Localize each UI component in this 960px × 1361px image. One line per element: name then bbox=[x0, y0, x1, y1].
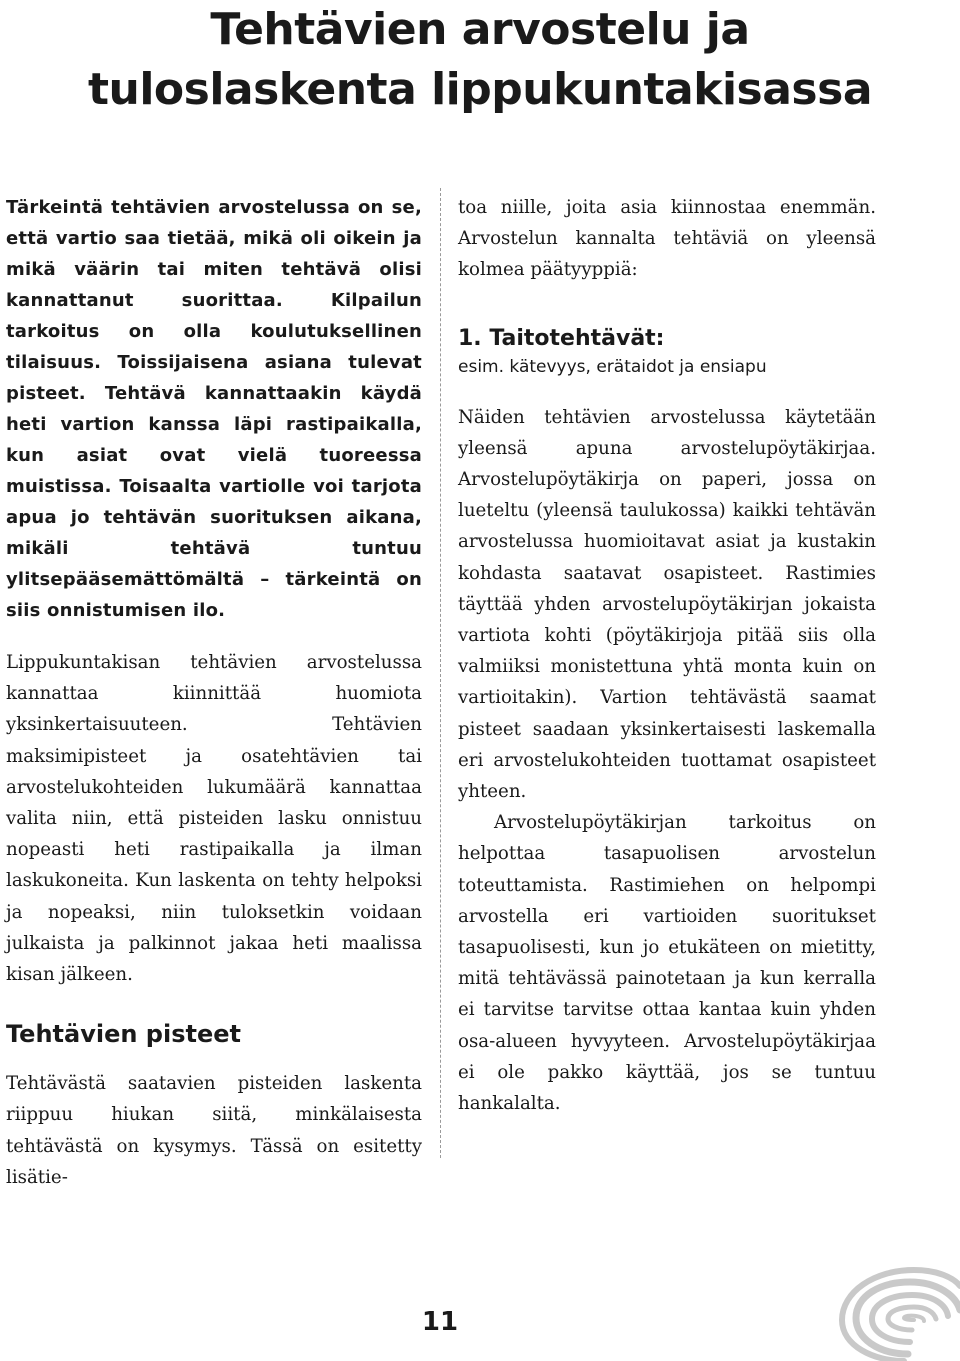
body-paragraph-5: Arvostelupöytäkirjan tarkoitus on helpottaa tasapuolisen arvostelun toteuttamista. Rastimiehen on helpompi arvostella eri vartioiden suoritukset tasapuolisesti, kun jo etukäteen on mietitty, mitä tehtävässä painotetaan ja kun kerralla ei tarvitse tarvitse ottaa kantaa kuin yhden osa-alueen hyvyyteen. Arvostelupöytäkirjaa ei ole pakko käyttää, jos se tuntuu hankalalta. bbox=[458, 812, 876, 1115]
body-paragraph-4: Näiden tehtävien arvostelussa käytetään yleensä apuna arvostelupöytäkirjaa. Arvostelupöytäkirja on paperi, jossa on lueteltu (yleensä taulukossa) kaikki tehtävän arvostelussa huomioitavat asiat ja kustakin kohdasta saatavat osapisteet. Rastimies täyttää yhden arvostelupöytäkirjan jokaista vartiota kohti (pöytäkirjoja pitää siis olla valmiiksi monistettuna yhtä monta kuin on vartioitakin). Vartion tehtävästä saamat pisteet saadaan yksinkertaisesti laskemalla eri arvostelukohteiden tuottamat osapisteet yhteen. bbox=[458, 406, 876, 803]
page-title-line-2: tuloslaskenta lippukuntakisassa bbox=[87, 64, 873, 115]
column-divider bbox=[440, 188, 441, 1158]
left-column bbox=[6, 192, 422, 1193]
body-paragraph-3: toa niille, joita asia kiinnostaa enemmän. Arvostelun kannalta tehtäviä on yleensä kolmea päätyyppiä: bbox=[458, 197, 876, 281]
section-heading: Tehtävien pisteet bbox=[6, 1020, 241, 1049]
spiral-icon bbox=[838, 1262, 960, 1361]
page-title bbox=[0, 0, 960, 120]
subsection-heading: 1. Taitotehtävät: bbox=[458, 325, 665, 351]
body-paragraph-2: Tehtävästä saatavien pisteiden laskenta riippuu hiukan siitä, minkälaisesta tehtävästä on kysymys. Tässä on esitetty lisätie- bbox=[6, 1073, 422, 1188]
page-title-line-1: Tehtävien arvostelu ja bbox=[210, 4, 750, 55]
body-paragraph-1: Lippukuntakisan tehtävien arvostelussa kannattaa kiinnittää huomiota yksinkertaisuuteen. Tehtävien maksimipisteet ja osatehtävien tai arvostelukohteiden lukumäärä kannattaa valita niin, että pisteiden lasku onnistuu nopeasti heti rastipaikalla ja ilman laskukoneita. Kun laskenta on tehty helpoksi ja nopeaksi, niin tuloksetkin voidaan julkaista ja palkinnot jakaa heti maalissa kisan jälkeen. bbox=[6, 652, 422, 986]
subsection-examples: esim. kätevyys, erätaidot ja ensiapu bbox=[458, 356, 767, 377]
lead-paragraph: Tärkeintä tehtävien arvostelussa on se, että vartio saa tietää, mikä oli oikein ja mikä väärin tai miten tehtävä olisi kannattanut suorittaa. Kilpailun tarkoitus on olla koulutuksellinen tilaisuus. Toissijaisena asiana tulevat pisteet. Tehtävä kannattaakin käydä heti vartion kanssa läpi rastipaikalla, kun asiat ovat vielä tuoreessa muistissa. Toisaalta vartiolle voi tarjota apua jo tehtävän suorituksen aikana, mikäli tehtävä tuntuu ylitsepääsemättömältä – tärkeintä on siis onnistumisen ilo. bbox=[6, 197, 422, 621]
page-number: 11 bbox=[421, 1307, 459, 1337]
right-column bbox=[458, 192, 876, 1119]
